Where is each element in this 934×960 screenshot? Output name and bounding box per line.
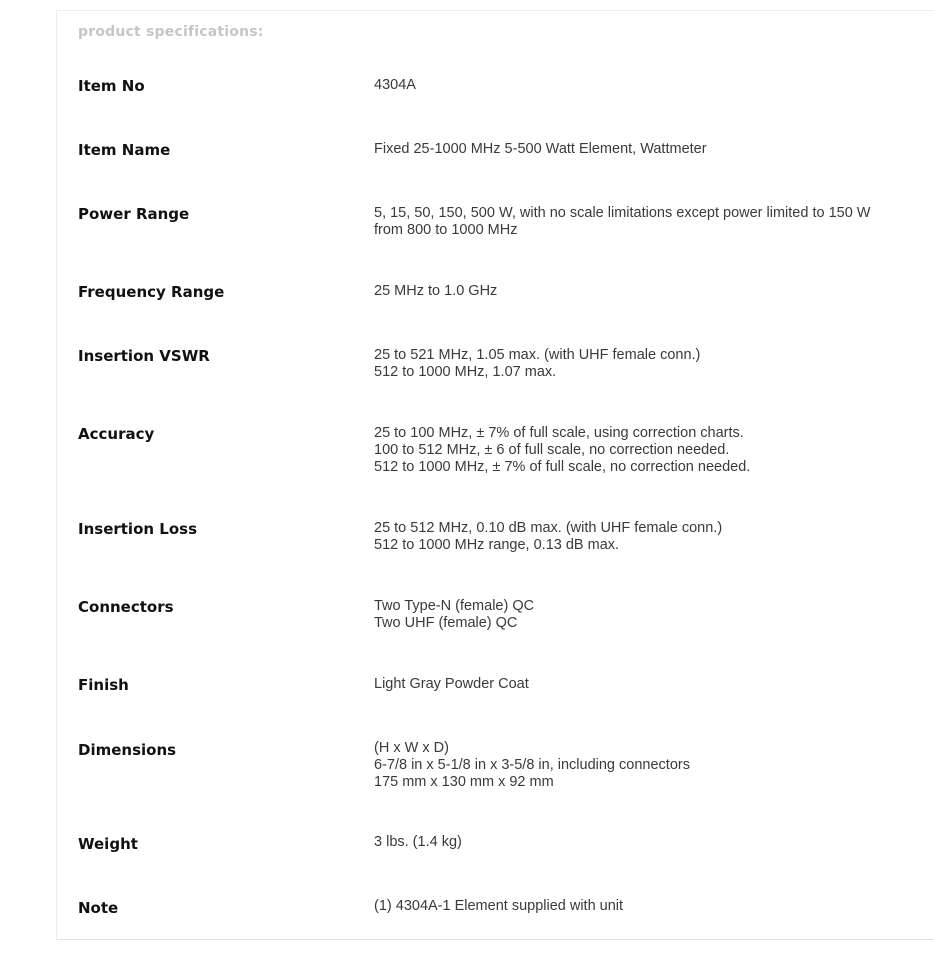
spec-value-line: 175 mm x 130 mm x 92 mm <box>374 774 554 790</box>
spec-value-line: from 800 to 1000 MHz <box>374 222 518 238</box>
spec-value-line: 25 MHz to 1.0 GHz <box>374 283 498 299</box>
spec-value-line: 4304A <box>374 77 416 93</box>
spec-label-accuracy: Accuracy <box>78 425 155 443</box>
spec-value-line: 5, 15, 50, 150, 500 W, with no scale limitations except power limited to 150 W <box>374 205 871 221</box>
spec-value-line: Two UHF (female) QC <box>374 615 518 631</box>
spec-value-line: Light Gray Powder Coat <box>374 676 529 692</box>
spec-label-note: Note <box>78 899 119 917</box>
spec-value-line: (H x W x D) <box>374 740 449 756</box>
spec-value-weight <box>374 834 462 851</box>
spec-value-line: 25 to 512 MHz, 0.10 dB max. (with UHF female conn.) <box>374 520 723 536</box>
spec-value-note <box>374 898 623 915</box>
spec-value-item-name <box>374 141 707 158</box>
spec-value-power-range <box>374 205 870 239</box>
spec-label-finish: Finish <box>78 676 129 694</box>
spec-label-insertion-vswr: Insertion VSWR <box>78 347 210 365</box>
spec-value-line: Fixed 25-1000 MHz 5-500 Watt Element, Wattmeter <box>374 141 707 157</box>
spec-label-dimensions: Dimensions <box>78 741 177 759</box>
spec-value-line: 512 to 1000 MHz, ± 7% of full scale, no correction needed. <box>374 459 751 475</box>
spec-label-power-range: Power Range <box>78 205 190 223</box>
spec-value-insertion-loss <box>374 520 722 554</box>
spec-value-line: 512 to 1000 MHz range, 0.13 dB max. <box>374 537 620 553</box>
spec-value-accuracy <box>374 425 750 476</box>
spec-value-line: Two Type-N (female) QC <box>374 598 535 614</box>
spec-value-line: 25 to 100 MHz, ± 7% of full scale, using correction charts. <box>374 425 744 441</box>
spec-value-item-no <box>374 77 416 94</box>
spec-value-line: (1) 4304A-1 Element supplied with unit <box>374 898 624 914</box>
spec-value-dimensions <box>374 740 690 791</box>
section-heading: product specifications: <box>78 24 264 40</box>
spec-value-line: 6-7/8 in x 5-1/8 in x 3-5/8 in, including connectors <box>374 757 690 773</box>
spec-value-line: 25 to 521 MHz, 1.05 max. (with UHF female conn.) <box>374 347 701 363</box>
spec-label-item-name: Item Name <box>78 141 171 159</box>
spec-value-line: 100 to 512 MHz, ± 6 of full scale, no correction needed. <box>374 442 730 458</box>
spec-value-connectors <box>374 598 534 632</box>
spec-label-weight: Weight <box>78 835 138 853</box>
spec-label-connectors: Connectors <box>78 598 174 616</box>
spec-value-frequency-range <box>374 283 497 300</box>
spec-label-frequency-range: Frequency Range <box>78 283 225 301</box>
spec-value-line: 512 to 1000 MHz, 1.07 max. <box>374 364 557 380</box>
spec-label-insertion-loss: Insertion Loss <box>78 520 197 538</box>
spec-label-item-no: Item No <box>78 77 145 95</box>
spec-value-line: 3 lbs. (1.4 kg) <box>374 834 462 850</box>
spec-value-insertion-vswr <box>374 347 700 381</box>
spec-value-finish <box>374 676 529 693</box>
